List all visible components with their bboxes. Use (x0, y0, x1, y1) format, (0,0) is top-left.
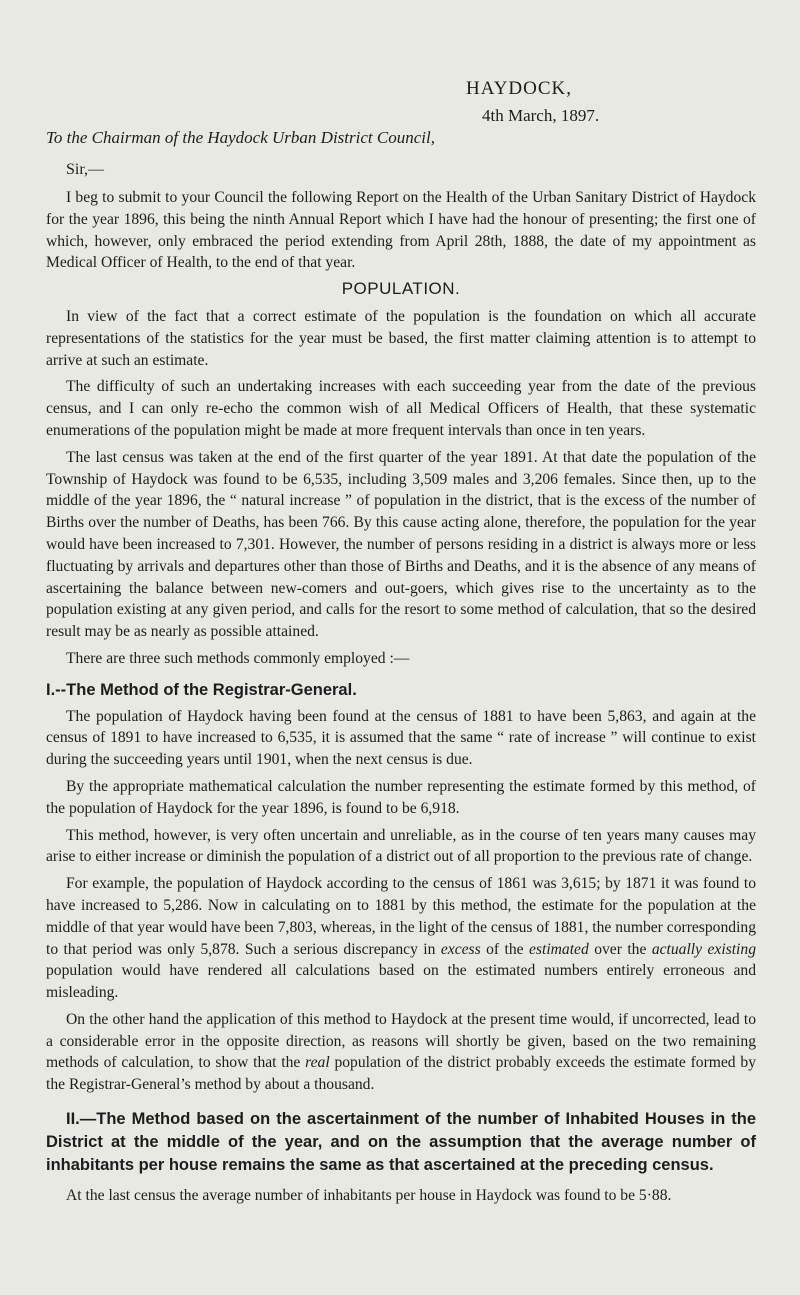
population-paragraph-4: There are three such methods commonly employed :— (66, 649, 410, 667)
salutation: Sir,— (66, 161, 105, 178)
population-heading: POPULATION. (341, 279, 461, 299)
report-body (46, 187, 756, 1207)
method-2-heading: II.—The Method based on the ascertainment of the number of Inhabited Houses in the District at the middle of the year, and on the assumption that the average number of inhabitants per house remains the same as that ascertained at the preceding census. (46, 1110, 756, 1175)
method-1-paragraph-3: This method, however, is very often uncertain and unreliable, as in the course of ten years many causes may arise to either increase or diminish the population of a district out of all proportion to the previous rate of change. (46, 826, 756, 866)
population-paragraph-1: In view of the fact that a correct estimate of the population is the foundation on which all accurate representations of the statistics for the year must be based, the first matter claiming attention is to attempt to arrive at such an estimate. (46, 307, 756, 369)
population-paragraph-3: The last census was taken at the end of the first quarter of the year 1891. At that date the population of the Township of Haydock was found to be 6,535, including 3,509 males and 3,206 females. Since then, up to the middle of the year 1896, the “ natural increase ” of population in the district, that is the excess of the number of Births over the number of Deaths, has been 766. By this cause acting alone, therefore, the population for the year would have been increased to 7,301. However, the number of persons residing in a district is always more or less fluctuating by arrivals and departures other than those of Births and Deaths, and it is the absence of any means of ascertaining the balance between new-comers and out-goers, which gives rise to the uncertainty as to the population existing at any given period, and calls for the resort to some method of calculation, that so the desired result may be as nearly as possible attained. (46, 448, 756, 641)
place-heading: HAYDOCK, (466, 78, 573, 99)
population-paragraph-2: The difficulty of such an undertaking increases with each succeeding year from the date of the previous census, and I can only re-echo the common wish of all Medical Officers of Health, that these systematic enumerations of the population might be made at more frequent intervals than once in ten years. (46, 378, 756, 439)
method-1-paragraph-2: By the appropriate mathematical calculation the number representing the estimate formed by this method, of the population of Haydock for the year 1896, is found to be 6,918. (46, 777, 756, 817)
method-1-paragraph-4: For example, the population of Haydock according to the census of 1861 was 3,615; by 1871 it was found to have increased to 5,286. Now in calculating on to 1881 by this method, the estimate for the population at the middle of that year would have been 7,803, whereas, in the light of the census of 1881, the number corresponding to that period was only 5,878. Such a serious discrepancy in excess of the estimated over the actually existing population would have rendered all calculations based on the estimated numbers entirely erroneous and misleading. (46, 875, 756, 1002)
method-2-paragraph-1: At the last census the average number of inhabitants per house in Haydock was found to be 5·88. (66, 1187, 672, 1205)
intro-paragraph: I beg to submit to your Council the following Report on the Health of the Urban Sanitary District of Haydock for the year 1896, this being the ninth Annual Report which I have had the honour of presenting; the first one of which, however, only embraced the period extending from April 28th, 1888, the date of my appointment as Medical Officer of Health, to the end of that year. (46, 189, 756, 272)
method-1-paragraph-1: The population of Haydock having been found at the census of 1881 to have been 5,863, and again at the census of 1891 to have increased to 6,535, it is assumed that the same “ rate of increase ” will continue to exist during the succeeding years until 1901, when the next census is due. (46, 707, 756, 769)
addressee-line: To the Chairman of the Haydock Urban District Council, (46, 128, 435, 147)
method-1-heading: I.--The Method of the Registrar-General. (46, 680, 357, 699)
report-date: 4th March, 1897. (482, 106, 600, 125)
method-1-paragraph-5: On the other hand the application of this method to Haydock at the present time would, if uncorrected, lead to a considerable error in the opposite direction, as reasons will shortly be given, based on the two remaining methods of calculation, to show that the real population of the district probably exceeds the estimate formed by the Registrar-General’s method by about a thousand. (46, 1010, 756, 1094)
